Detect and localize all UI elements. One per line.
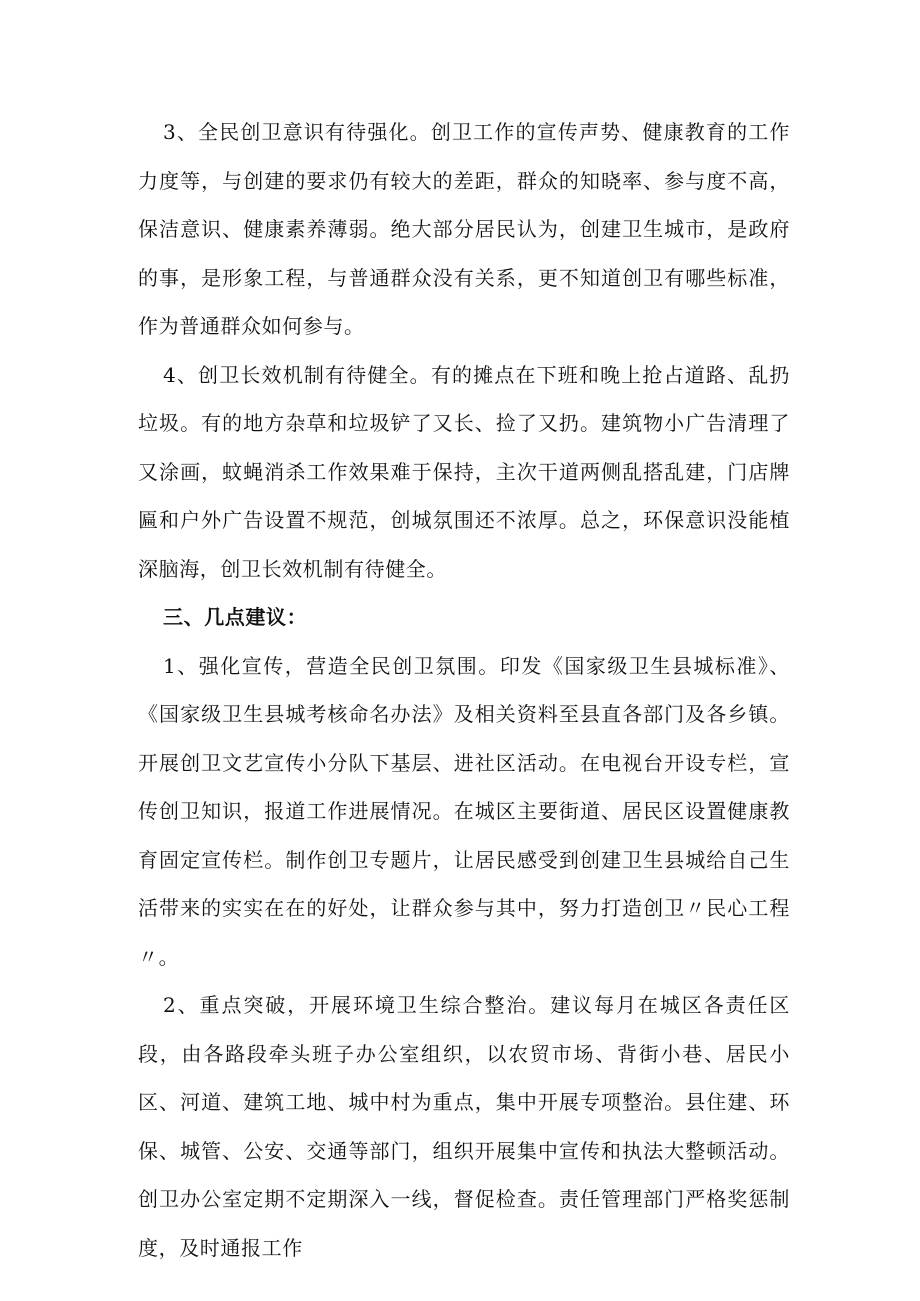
paragraph-mechanism: 4、创卫长效机制有待健全。有的摊点在下班和晚上抢占道路、乱扔垃圾。有的地方杂草和垃圾铲了又长、捡了又扔。建筑物小广告清理了又涂画，蚊蝇消杀工作效果难于保持，主次干道两侧乱搭乱建，门店牌匾和户外广告设置不规范，创城氛围还不浓厚。总之，环保意识没能植深脑海，创卫长效机制有待健全。 xyxy=(138,362,790,581)
paragraph-rectification: 2、重点突破，开展环境卫生综合整治。建议每月在城区各责任区段，由各路段牵头班子办公室组织，以农贸市场、背街小巷、居民小区、河道、建筑工地、城中村为重点，集中开展专项整治。县住建、环保、城管、公安、交通等部门，组织开展集中宣传和执法大整顿活动。创卫办公室定期不定期深入一线，督促检查。责任管理部门严格奖惩制度，及时通报工作 xyxy=(138,993,790,1260)
paragraph-publicity: 1、强化宣传，营造全民创卫氛围。印发《国家级卫生县城标准》、《国家级卫生县城考核命名办法》及相关资料至县直各部门及各乡镇。开展创卫文艺宣传小分队下基层、进社区活动。在电视台开设专栏，宣传创卫知识，报道工作进展情况。在城区主要街道、居民区设置健康教育固定宣传栏。制作创卫专题片，让居民感受到创建卫生县城给自己生活带来的实实在在的好处，让群众参与其中，努力打造创卫〃民心工程〃。 xyxy=(138,653,790,969)
section-heading-suggestions: 三、几点建议： xyxy=(163,605,308,629)
paragraph-awareness: 3、全民创卫意识有待强化。创卫工作的宣传声势、健康教育的工作力度等，与创建的要求仍有较大的差距，群众的知晓率、参与度不高，保洁意识、健康素养薄弱。绝大部分居民认为，创建卫生城市，是政府的事，是形象工程，与普通群众没有关系，更不知道创卫有哪些标准，作为普通群众如何参与。 xyxy=(138,120,790,338)
